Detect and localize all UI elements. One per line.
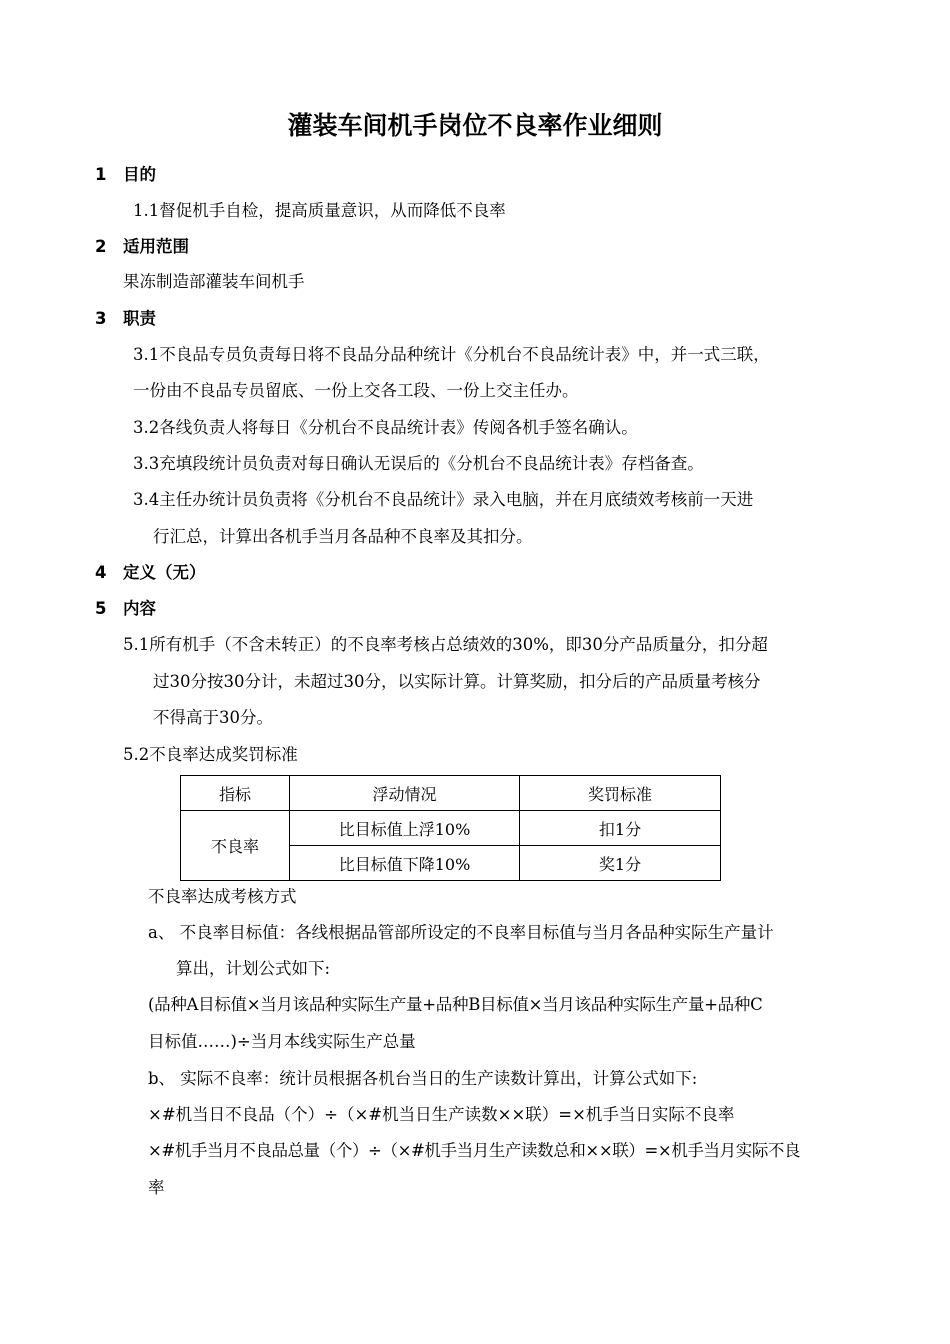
paragraph: 1.1督促机手自检，提高质量意识，从而降低不良率 xyxy=(133,201,506,220)
paragraph: 一份由不良品专员留底、一份上交各工段、一份上交主任办。 xyxy=(133,381,579,400)
section-title: 定义（无） xyxy=(123,563,206,582)
paragraph: 行汇总，计算出各机手当月各品种不良率及其扣分。 xyxy=(153,527,533,546)
formula: ×#机手当月不良品总量（个）÷（×#机手当月生产读数总和××联）=×机手当月实际不良 xyxy=(148,1141,801,1160)
paragraph: 3.2各线负责人将每日《分机台不良品统计表》传阅各机手签名确认。 xyxy=(133,418,638,437)
formula: (品种A目标值×当月该品种实际生产量+品种B目标值×当月该品种实际生产量+品种C xyxy=(148,995,763,1014)
paragraph: 果冻制造部灌装车间机手 xyxy=(123,272,305,291)
table-cell: 比目标值下降10% xyxy=(290,846,520,881)
table-header-cell: 浮动情况 xyxy=(290,776,520,811)
section-title: 适用范围 xyxy=(123,237,189,256)
table-row xyxy=(181,811,721,846)
formula: 目标值……)÷当月本线实际生产总量 xyxy=(148,1032,416,1051)
section-number: 5 xyxy=(95,599,107,618)
reward-penalty-table xyxy=(180,775,721,881)
section-title: 内容 xyxy=(123,599,156,618)
section-heading xyxy=(95,562,206,584)
section-number: 1 xyxy=(95,165,107,184)
paragraph: 过30分按30分计，未超过30分，以实际计算。计算奖励，扣分后的产品质量考核分 xyxy=(153,672,761,691)
paragraph: 算出，计划公式如下: xyxy=(176,959,331,978)
section-number: 4 xyxy=(95,563,107,582)
paragraph: 5.2不良率达成奖罚标准 xyxy=(123,745,298,764)
section-heading xyxy=(95,236,189,258)
section-number: 2 xyxy=(95,237,107,256)
section-number: 3 xyxy=(95,309,107,328)
table-cell-indicator: 不良率 xyxy=(181,811,290,881)
paragraph: 5.1所有机手（不含未转正）的不良率考核占总绩效的30%，即30分产品质量分，扣分超 xyxy=(123,635,768,654)
paragraph: 不得高于30分。 xyxy=(153,708,273,727)
table-cell: 奖1分 xyxy=(520,846,721,881)
paragraph: a、 不良率目标值：各线根据品管部所设定的不良率目标值与当月各品种实际生产量计 xyxy=(148,923,774,942)
formula: ×#机当日不良品（个）÷（×#机当日生产读数××联）=×机手当日实际不良率 xyxy=(148,1105,735,1124)
paragraph: 3.3充填段统计员负责对每日确认无误后的《分机台不良品统计表》存档备查。 xyxy=(133,454,704,473)
table-cell: 扣1分 xyxy=(520,811,721,846)
section-title: 职责 xyxy=(123,309,156,328)
formula: 率 xyxy=(148,1178,165,1197)
table-header-cell: 指标 xyxy=(181,776,290,811)
table-cell: 比目标值上浮10% xyxy=(290,811,520,846)
section-heading xyxy=(95,164,156,186)
table-header-row xyxy=(181,776,721,811)
table-header-cell: 奖罚标准 xyxy=(520,776,721,811)
paragraph: 不良率达成考核方式 xyxy=(148,887,297,906)
paragraph: 3.1不良品专员负责每日将不良品分品种统计《分机台不良品统计表》中，并一式三联， xyxy=(133,345,770,364)
section-heading xyxy=(95,308,156,330)
paragraph: b、 实际不良率：统计员根据各机台当日的生产读数计算出，计算公式如下: xyxy=(148,1069,698,1088)
paragraph: 3.4主任办统计员负责将《分机台不良品统计》录入电脑，并在月底绩效考核前一天进 xyxy=(133,490,754,509)
page-title: 灌装车间机手岗位不良率作业细则 xyxy=(287,111,663,140)
section-heading xyxy=(95,598,156,620)
section-title: 目的 xyxy=(123,165,156,184)
